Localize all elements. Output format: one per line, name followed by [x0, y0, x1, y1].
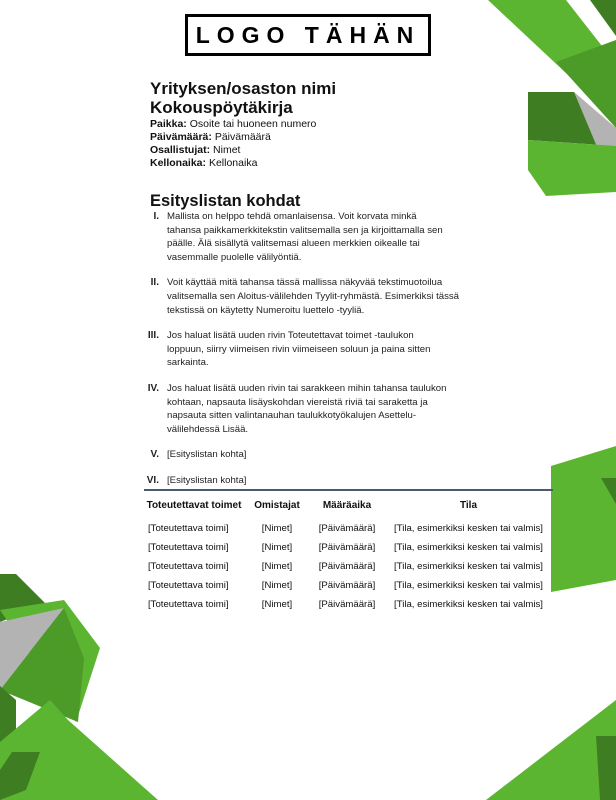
agenda-line: sarkainta.: [167, 357, 209, 369]
meta-label: Osallistujat:: [150, 144, 211, 156]
table-cell[interactable]: [Päivämäärä]: [318, 542, 376, 553]
table-cell[interactable]: [Toteutettava toimi]: [148, 599, 229, 610]
meta-value: Osoite tai huoneen numero: [189, 118, 317, 130]
agenda-item: [132, 382, 462, 436]
agenda-item-number: II.: [150, 277, 159, 289]
column-header-owners: Omistajat: [244, 490, 310, 523]
agenda-line: kohtaan, napsauta lisäyskohdan viereistä riviä tai saraketta ja: [167, 396, 428, 408]
agenda-item: [132, 474, 462, 488]
agenda-item-number: VI.: [146, 474, 159, 486]
column-header-actions: Toteutettavat toimet: [144, 490, 244, 523]
agenda-item-text: [167, 329, 462, 370]
table-row: [144, 542, 553, 561]
table-cell[interactable]: [Tila, esimerkiksi kesken tai valmis]: [394, 542, 543, 553]
table-cell[interactable]: [Nimet]: [261, 523, 293, 534]
table-cell[interactable]: [Tila, esimerkiksi kesken tai valmis]: [394, 523, 543, 534]
agenda-line: Voit käyttää mitä tahansa tässä mallissa näkyvää tekstimuotoilua: [167, 277, 443, 289]
table-cell[interactable]: [Toteutettava toimi]: [148, 542, 229, 553]
table-cell[interactable]: [Päivämäärä]: [318, 561, 376, 572]
agenda-line: Jos haluat lisätä uuden rivin tai sarakkeen mihin tahansa taulukon: [167, 382, 447, 394]
agenda-line: tahansa paikkamerkkitekstin valitsemalla sen ja kirjoittamalla sen: [167, 224, 443, 236]
column-header-deadline: Määräaika: [310, 490, 384, 523]
deco-shape: [551, 446, 616, 592]
document-header: [150, 79, 510, 170]
table-cell[interactable]: [Toteutettava toimi]: [148, 561, 229, 572]
deco-shape: [486, 700, 616, 800]
meta-label: Paikka:: [150, 118, 187, 130]
agenda-item-text: [167, 382, 462, 436]
meta-row-date: [150, 131, 510, 144]
agenda-line: vasemmalle puolelle välilyöntiä.: [167, 251, 302, 263]
agenda-item-text: [Esityslistan kohta]: [167, 474, 247, 486]
logo-text: LOGO TÄHÄN: [195, 21, 421, 48]
agenda-line: päälle. Älä sisällytä valitsemasi alueen merkkien oikealle tai: [167, 238, 420, 250]
meta-value: Päivämäärä: [214, 131, 271, 143]
table-cell[interactable]: [Päivämäärä]: [318, 599, 376, 610]
logo-placeholder: [185, 14, 431, 56]
agenda-heading: Esityslistan kohdat: [150, 192, 301, 210]
agenda-item-number: I.: [153, 211, 159, 222]
agenda-line: valitsemalla sen Aloitus-välilehden Tyylit-ryhmästä. Esimerkiksi tässä: [167, 290, 460, 302]
table-row: [144, 523, 553, 542]
action-items-table: [144, 489, 553, 618]
table-cell[interactable]: [Nimet]: [261, 599, 293, 610]
table-cell[interactable]: [Päivämäärä]: [318, 580, 376, 591]
table-row: [144, 580, 553, 599]
table-cell[interactable]: [Nimet]: [261, 542, 293, 553]
agenda-item: [132, 329, 462, 370]
table-header-row: [144, 490, 553, 523]
agenda-item-number: IV.: [147, 382, 159, 394]
agenda-item: [132, 276, 462, 317]
agenda-line: loppuun, siirry viimeisen rivin viimeiseen soluun ja paina sitten: [167, 343, 431, 355]
agenda-line: tekstissä on käytetty Numeroitu luettelo -tyyliä.: [167, 304, 365, 316]
meta-label: Kellonaika:: [150, 157, 207, 169]
agenda-list: [132, 210, 462, 488]
agenda-item-text: [167, 210, 462, 264]
table-cell[interactable]: [Tila, esimerkiksi kesken tai valmis]: [394, 599, 543, 610]
table-cell[interactable]: [Tila, esimerkiksi kesken tai valmis]: [394, 561, 543, 572]
deco-shape: [590, 0, 616, 36]
table-cell[interactable]: [Toteutettava toimi]: [148, 580, 229, 591]
meta-value: Kellonaika: [208, 157, 258, 169]
table-cell[interactable]: [Nimet]: [261, 580, 293, 591]
agenda-line: välilehdessä Lisää.: [167, 423, 249, 435]
table-cell[interactable]: [Toteutettava toimi]: [148, 523, 229, 534]
deco-shape: [528, 140, 616, 196]
meta-details: [150, 118, 510, 170]
agenda-item: [132, 210, 462, 264]
table-cell[interactable]: [Tila, esimerkiksi kesken tai valmis]: [394, 580, 543, 591]
meta-row-location: [150, 118, 510, 131]
column-header-status: Tila: [384, 490, 553, 523]
agenda-item-number: V.: [150, 449, 159, 461]
agenda-item-text: [167, 276, 462, 317]
agenda-item: [132, 448, 462, 462]
agenda-line: Jos haluat lisätä uuden rivin Toteutettavat toimet -taulukon: [167, 330, 414, 342]
company-name: Yrityksen/osaston nimi: [150, 79, 337, 98]
meta-row-time: [150, 157, 510, 170]
agenda-line: Mallista on helppo tehdä omanlaisensa. Voit korvata minkä: [167, 211, 417, 222]
table-cell[interactable]: [Päivämäärä]: [318, 523, 376, 534]
agenda-item-number: III.: [147, 330, 159, 342]
meta-label: Päivämäärä:: [150, 131, 212, 143]
table-row: [144, 561, 553, 580]
meta-row-attendees: [150, 144, 510, 157]
document-title: Kokouspöytäkirja: [150, 98, 293, 117]
table-cell[interactable]: [Nimet]: [261, 561, 293, 572]
meta-value: Nimet: [213, 144, 241, 156]
agenda-line: napsauta sitten valintanauhan taulukkotyökalujen Asettelu-: [167, 410, 417, 422]
table-row: [144, 599, 553, 618]
agenda-item-text: [Esityslistan kohta]: [167, 449, 247, 461]
